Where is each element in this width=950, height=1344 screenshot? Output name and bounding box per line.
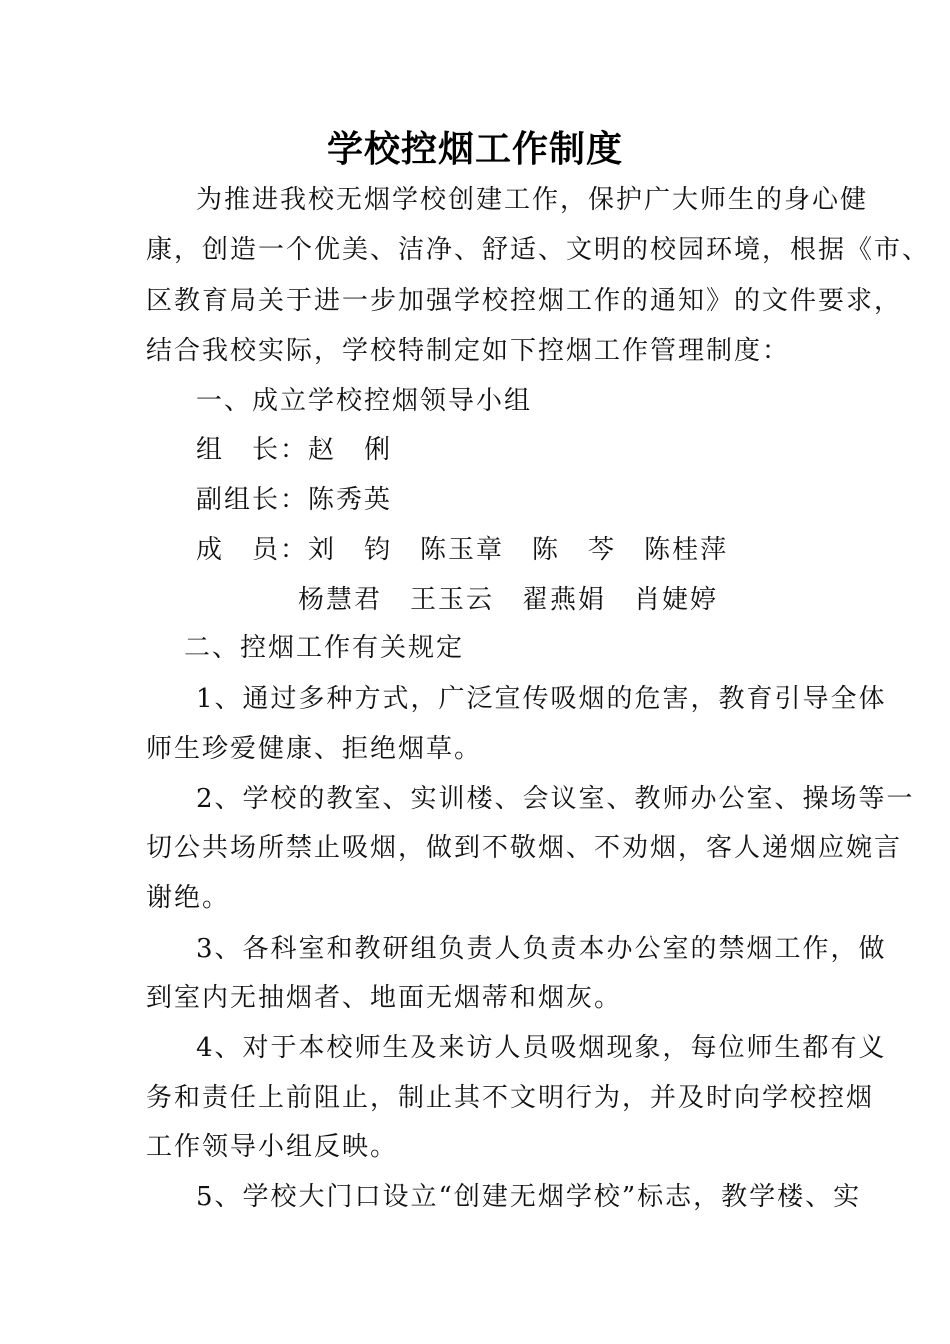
rule2-line-1: 2、学校的教室、实训楼、会议室、教师办公室、操场等一 [196, 784, 915, 814]
rule4-line-1: 4、对于本校师生及来访人员吸烟现象，每位师生都有义 [196, 1033, 887, 1063]
rule1-line-1: 1、通过多种方式，广泛宣传吸烟的危害，教育引导全体 [196, 684, 887, 714]
intro-line-4: 结合我校实际，学校特制定如下控烟工作管理制度： [146, 336, 791, 366]
rule3-line-1: 3、各科室和教研组负责人负责本办公室的禁烟工作，做 [196, 934, 887, 964]
leader-name: 赵 俐 [308, 435, 393, 465]
leader-label: 组 长： [196, 435, 309, 465]
member-name: 王玉云 [410, 585, 495, 615]
deputy-name: 陈秀英 [308, 485, 393, 515]
deputy-label: 副组长： [196, 485, 309, 515]
member-name: 陈玉章 [420, 535, 505, 565]
member-name: 杨慧君 [298, 585, 383, 615]
rule4-line-2: 务和责任上前阻止，制止其不文明行为，并及时向学校控烟 [146, 1083, 875, 1113]
document-title: 学校控烟工作制度 [326, 129, 623, 170]
intro-line-1: 为推进我校无烟学校创建工作，保护广大师生的身心健 [196, 185, 869, 215]
rule3-line-2: 到室内无抽烟者、地面无烟蒂和烟灰。 [146, 983, 623, 1013]
member-name: 肖婕婷 [634, 585, 719, 615]
rule5-line-1: 5、学校大门口设立“创建无烟学校”标志，教学楼、实 [196, 1182, 862, 1212]
members-row-2 [298, 582, 746, 618]
rule2-line-3: 谢绝。 [146, 883, 231, 913]
rule1-line-2: 师生珍爱健康、拒绝烟草。 [146, 734, 483, 764]
leader-row [196, 432, 392, 468]
member-name: 陈桂萍 [644, 535, 729, 565]
member-name: 陈 芩 [532, 535, 617, 565]
members-row-1 [196, 532, 756, 568]
intro-line-2: 康，创造一个优美、洁净、舒适、文明的校园环境，根据《市、 [146, 235, 931, 265]
section1-heading: 一、成立学校控烟领导小组 [196, 386, 533, 416]
members-label: 成 员： [196, 535, 309, 565]
member-name: 刘 钧 [308, 535, 393, 565]
rule2-line-2: 切公共场所禁止吸烟，做到不敬烟、不劝烟，客人递烟应婉言 [146, 833, 903, 863]
deputy-row [196, 482, 392, 518]
section2-heading: 二、控烟工作有关规定 [184, 633, 465, 663]
member-name: 翟燕娟 [522, 585, 607, 615]
intro-line-3: 区教育局关于进一步加强学校控烟工作的通知》的文件要求， [146, 286, 903, 316]
rule4-line-3: 工作领导小组反映。 [146, 1132, 399, 1162]
